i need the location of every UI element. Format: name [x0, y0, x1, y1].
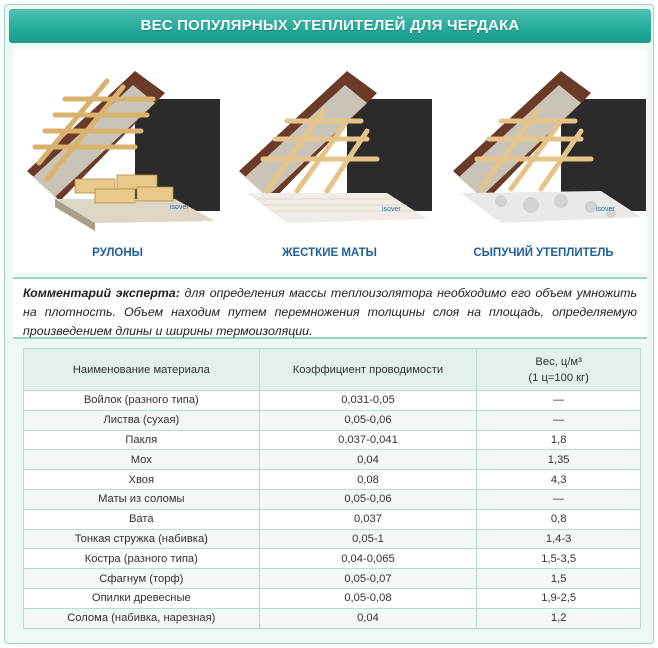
cell-weight: 0,8 — [477, 509, 641, 529]
cell-weight: 1,5 — [477, 569, 641, 589]
cell-weight: — — [477, 391, 641, 411]
infographic-frame — [4, 4, 654, 644]
expert-comment — [13, 277, 647, 339]
table-row — [24, 529, 641, 549]
page-title: ВЕС ПОПУЛЯРНЫХ УТЕПЛИТЕЛЕЙ ДЛЯ ЧЕРДАКА — [9, 9, 651, 43]
cell-conductivity: 0,05-1 — [259, 529, 477, 549]
table-row — [24, 608, 641, 628]
cell-material: Вата — [24, 509, 260, 529]
cell-conductivity: 0,037 — [259, 509, 477, 529]
header-weight-line2: (1 ц=100 кг) — [528, 371, 589, 384]
cell-weight: 1,5-3,5 — [477, 549, 641, 569]
materials-table — [23, 348, 641, 629]
brand-logo: isover — [596, 206, 615, 213]
cell-weight: — — [477, 489, 641, 509]
cell-weight: 1,8 — [477, 430, 641, 450]
cell-conductivity: 0,05-0,07 — [259, 569, 477, 589]
cell-conductivity: 0,04 — [259, 608, 477, 628]
cell-conductivity: 0,04 — [259, 450, 477, 470]
cell-conductivity: 0,05-0,06 — [259, 489, 477, 509]
cell-material: Маты из соломы — [24, 489, 260, 509]
table-row — [24, 489, 641, 509]
table-row — [24, 509, 641, 529]
cell-material: Костра (разного типа) — [24, 549, 260, 569]
materials-table-container — [23, 348, 641, 632]
header-weight — [477, 349, 641, 391]
attic-rigid-mats-image — [227, 51, 432, 241]
comment-label: Комментарий эксперта: — [23, 286, 180, 300]
cell-material: Сфагнум (торф) — [24, 569, 260, 589]
comment-text: для определения массы теплоизолятора необходимо его объем умножить на плотность. Объем находим путем перемножения толщины слоя на площадь, определяемую произведением длины и ширины термоизоляции. — [23, 286, 637, 338]
cell-conductivity: 0,037-0,041 — [259, 430, 477, 450]
cell-material: Тонкая стружка (набивка) — [24, 529, 260, 549]
illustration-caption: СЫПУЧИЙ УТЕПЛИТЕЛЬ — [473, 247, 614, 259]
cell-weight: 1,35 — [477, 450, 641, 470]
table-row — [24, 391, 641, 411]
cell-material: Мох — [24, 450, 260, 470]
cell-material: Опилки древесные — [24, 588, 260, 608]
header-weight-line1: Вес, ц/м³ — [535, 355, 582, 368]
illustration-rigid-mats — [227, 49, 432, 273]
illustration-rolls — [15, 49, 220, 273]
header-material: Наименование материала — [24, 349, 260, 391]
cell-conductivity: 0,05-0,06 — [259, 410, 477, 430]
cell-weight: 1,4-3 — [477, 529, 641, 549]
table-row — [24, 470, 641, 490]
cell-material: Солома (набивка, нарезная) — [24, 608, 260, 628]
attic-loose-fill-image — [441, 51, 646, 241]
cell-conductivity: 0,08 — [259, 470, 477, 490]
illustration-loose-fill — [441, 49, 646, 273]
cell-conductivity: 0,031-0,05 — [259, 391, 477, 411]
table-header-row — [24, 349, 641, 391]
illustration-caption: РУЛОНЫ — [92, 247, 143, 259]
cell-weight: — — [477, 410, 641, 430]
cell-material: Пакля — [24, 430, 260, 450]
cell-conductivity: 0,05-0,08 — [259, 588, 477, 608]
brand-logo: isover — [382, 206, 401, 213]
table-row — [24, 430, 641, 450]
cell-conductivity: 0,04-0,065 — [259, 549, 477, 569]
illustrations-row — [13, 49, 647, 273]
cell-material: Листва (сухая) — [24, 410, 260, 430]
cell-material: Хвоя — [24, 470, 260, 490]
illustration-caption: ЖЕСТКИЕ МАТЫ — [282, 247, 377, 259]
attic-rolls-image — [15, 51, 220, 241]
header-conductivity: Коэффициент проводимости — [259, 349, 477, 391]
table-row — [24, 450, 641, 470]
cell-weight: 4,3 — [477, 470, 641, 490]
table-row — [24, 588, 641, 608]
table-row — [24, 410, 641, 430]
table-row — [24, 569, 641, 589]
cell-weight: 1,9-2,5 — [477, 588, 641, 608]
table-row — [24, 549, 641, 569]
table-body — [24, 391, 641, 629]
cell-weight: 1,2 — [477, 608, 641, 628]
cell-material: Войлок (разного типа) — [24, 391, 260, 411]
brand-logo: isover — [170, 204, 189, 211]
